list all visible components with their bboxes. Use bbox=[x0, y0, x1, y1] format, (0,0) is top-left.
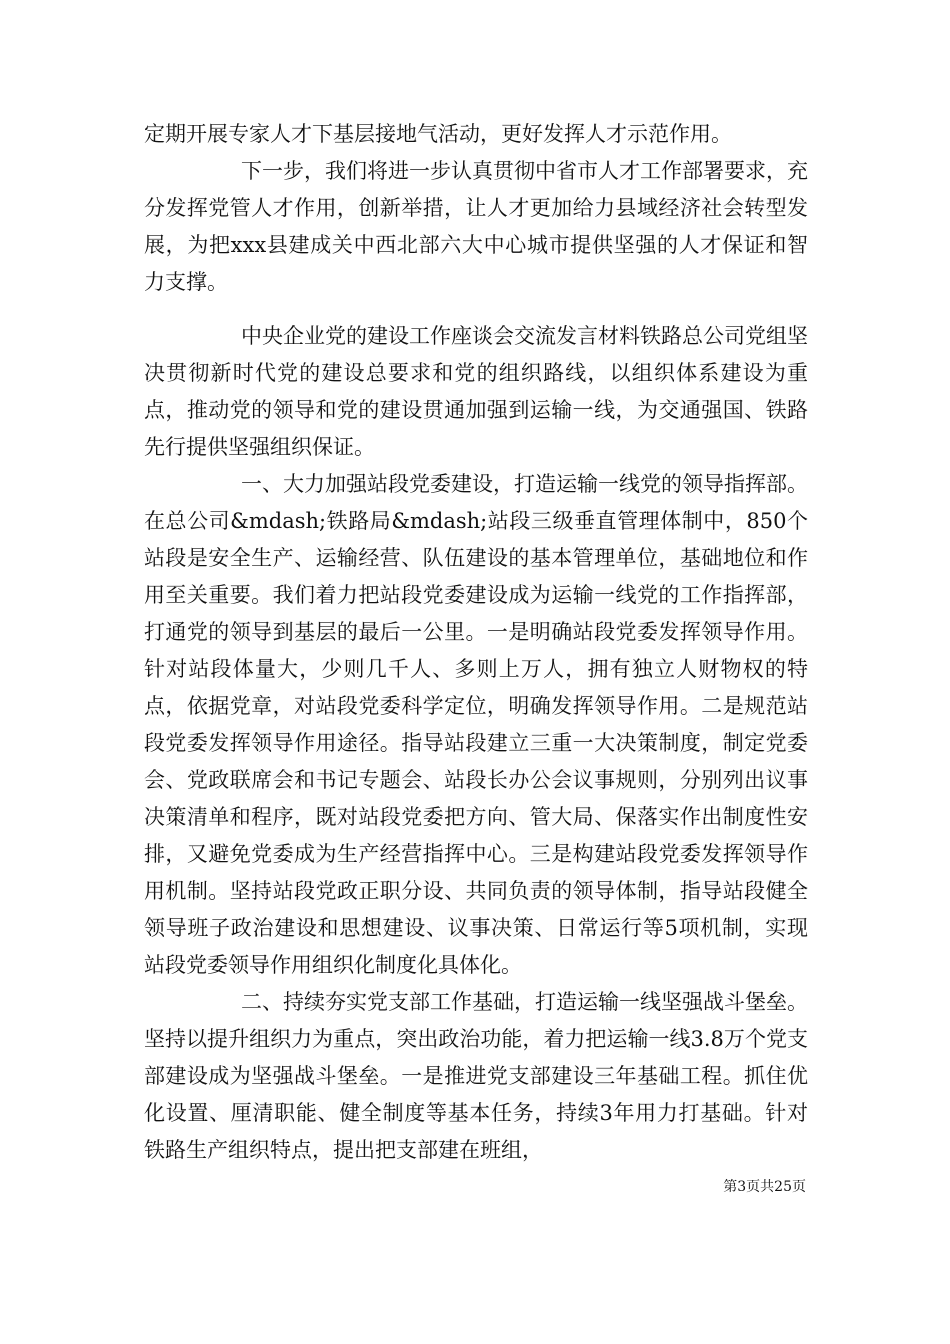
document-body bbox=[144, 116, 808, 1169]
paragraph-gap bbox=[144, 301, 808, 318]
paragraph-section-two: 二、持续夯实党支部工作基础，打造运输一线坚强战斗堡垒。坚持以提升组织力为重点，突出政治功能，着力把运输一线3.8万个党支部建设成为坚强战斗堡垒。一是推进党支部建设三年基础工程。抓住优化设置、厘清职能、健全制度等基本任务，持续3年用力打基础。针对铁路生产组织特点，提出把支部建在班组， bbox=[144, 990, 808, 1162]
page-number-footer: 第3页共25页 bbox=[723, 1179, 806, 1195]
paragraph-intro: 中央企业党的建设工作座谈会交流发言材料铁路总公司党组坚决贯彻新时代党的建设总要求和党的组织路线，以组织体系建设为重点，推动党的领导和党的建设贯通加强到运输一线，为交通强国、铁路先行提供坚强组织保证。 bbox=[144, 324, 808, 459]
paragraph-section-one: 一、大力加强站段党委建设，打造运输一线党的领导指挥部。在总公司&mdash;铁路局&mdash;站段三级垂直管理体制中，850个站段是安全生产、运输经营、队伍建设的基本管理单位，基础地位和作用至关重要。我们着力把站段党委建设成为运输一线党的工作指挥部，打通党的领导到基层的最后一公里。一是明确站段党委发挥领导作用。针对站段体量大，少则几千人、多则上万人，拥有独立人财物权的特点，依据党章，对站段党委科学定位，明确发挥领导作用。二是规范站段党委发挥领导作用途径。指导站段建立三重一大决策制度，制定党委会、党政联席会和书记专题会、站段长办公会议事规则，分别列出议事决策清单和程序，既对站段党委把方向、管大局、保落实作出制度性安排，又避免党委成为生产经营指挥中心。三是构建站段党委发挥领导作用机制。坚持站段党政正职分设、共同负责的领导体制，指导站段健全领导班子政治建设和思想建设、议事决策、日常运行等5项机制，实现站段党委领导作用组织化制度化具体化。 bbox=[144, 472, 808, 977]
paragraph-next-steps: 下一步，我们将进一步认真贯彻中省市人才工作部署要求，充分发挥党管人才作用，创新举措，让人才更加给力县域经济社会转型发展，为把xxx县建成关中西北部六大中心城市提供坚强的人才保证和智力支撑。 bbox=[144, 159, 808, 294]
paragraph-continuation: 定期开展专家人才下基层接地气活动，更好发挥人才示范作用。 bbox=[144, 122, 732, 146]
